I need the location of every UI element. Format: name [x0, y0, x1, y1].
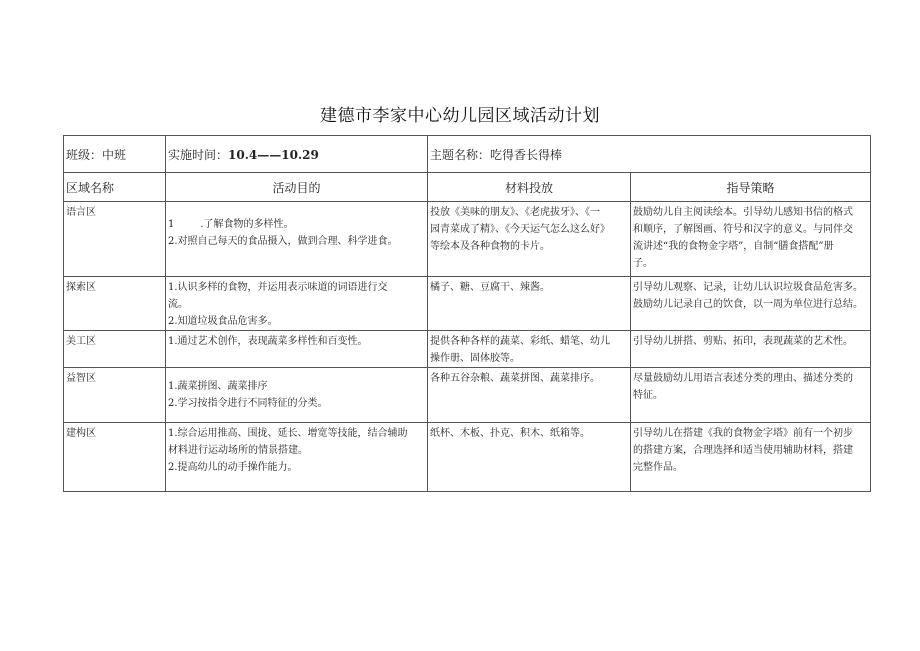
goal-line: 2.对照自己每天的食品摄入，做到合理、科学进食。 — [168, 236, 398, 247]
material-cell — [428, 277, 631, 331]
goal-line: 1 .了解食物的多样性。 — [168, 219, 294, 230]
goal-cell — [166, 368, 428, 423]
header-material: 材料投放 — [428, 173, 631, 202]
area-name: 益智区 — [64, 368, 166, 423]
goal-line: 1.认识多样的食物，并运用表示味道的词语进行交 — [168, 282, 388, 293]
header-strategy: 指导策略 — [631, 173, 871, 202]
class-label: 班级： — [66, 147, 103, 162]
page-title: 建德市李家中心幼儿园区域活动计划 — [320, 106, 600, 126]
strategy-line: 和顺序，了解图画、符号和汉字的意义。与同伴交 — [633, 224, 853, 235]
goal-cell — [166, 202, 428, 277]
strategy-cell — [631, 368, 871, 423]
goal-line: 2.提高幼儿的动手操作能力。 — [168, 462, 298, 473]
strategy-line: 流讲述“我的食物金字塔”，自制“膳食搭配”册 — [633, 241, 834, 252]
material-line: 园青菜成了精》、《今天运气怎么这么好》 — [430, 224, 610, 235]
strategy-cell — [631, 202, 871, 277]
strategy-cell — [631, 331, 871, 368]
table-row — [64, 423, 871, 492]
strategy-line: 完整作品。 — [633, 462, 683, 473]
time-label: 实施时间： — [168, 147, 229, 162]
table-row — [64, 202, 871, 277]
goal-line: 1.蔬菜拼图、蔬菜排序 — [168, 381, 268, 392]
table-row — [64, 331, 871, 368]
meta-row — [64, 136, 871, 173]
theme-value: 吃得香长得棒 — [490, 147, 563, 162]
activity-plan-table — [63, 135, 871, 492]
goal-line: 流。 — [168, 299, 188, 310]
strategy-cell — [631, 277, 871, 331]
material-cell — [428, 423, 631, 492]
table-row — [64, 277, 871, 331]
table-row — [64, 368, 871, 423]
material-line: 橘子、糖、豆腐干、辣酱。 — [430, 282, 550, 293]
area-name: 美工区 — [64, 331, 166, 368]
material-line: 纸杯、木板、扑克、积木、纸箱等。 — [430, 428, 590, 439]
material-line: 操作册、固体胶等。 — [430, 353, 520, 364]
material-cell — [428, 368, 631, 423]
strategy-line: 引导幼儿拼搭、剪贴、拓印，表现蔬菜的艺术性。 — [633, 336, 853, 347]
area-name: 语言区 — [64, 202, 166, 277]
material-line: 各种五谷杂粮、蔬菜拼图、蔬菜排序。 — [430, 373, 600, 384]
goal-line: 2.学习按指令进行不同特征的分类。 — [168, 398, 328, 409]
goal-cell — [166, 423, 428, 492]
header-row — [64, 173, 871, 202]
goal-line: 1.通过艺术创作，表现蔬菜多样性和百变性。 — [168, 336, 368, 347]
header-goal: 活动目的 — [166, 173, 428, 202]
theme-label: 主题名称： — [430, 147, 491, 162]
theme-cell — [428, 136, 871, 173]
strategy-line: 尽量鼓励幼儿用语言表述分类的理由、描述分类的 — [633, 373, 853, 384]
strategy-line: 鼓励幼儿记录自己的饮食，以一周为单位进行总结。 — [633, 299, 863, 310]
header-area: 区域名称 — [64, 173, 166, 202]
goal-line: 材料进行运动场所的情景搭建。 — [168, 445, 308, 456]
strategy-line: 的搭建方案，合理选择和适当使用辅助材料，搭建 — [633, 445, 853, 456]
material-cell — [428, 202, 631, 277]
goal-line: 1.综合运用推高、围拢、延长、增宽等技能，结合辅助 — [168, 428, 408, 439]
goal-cell — [166, 277, 428, 331]
time-value: 10.4——10.29 — [228, 147, 319, 162]
strategy-line: 特征。 — [633, 390, 663, 401]
goal-line: 2.知道垃圾食品危害多。 — [168, 316, 278, 327]
strategy-line: 鼓励幼儿自主阅读绘本。引导幼儿感知书信的格式 — [633, 207, 853, 218]
strategy-line: 引导幼儿在搭建《我的食物金字塔》前有一个初步 — [633, 428, 853, 439]
material-line: 等绘本及各种食物的卡片。 — [430, 241, 550, 252]
strategy-cell — [631, 423, 871, 492]
goal-cell — [166, 331, 428, 368]
material-line: 投放《美味的朋友》、《老虎拔牙》、《一 — [430, 207, 600, 218]
strategy-line: 子。 — [633, 258, 653, 269]
material-line: 提供各种各样的蔬菜、彩纸、蜡笔、幼儿 — [430, 336, 610, 347]
area-name: 探索区 — [64, 277, 166, 331]
area-name: 建构区 — [64, 423, 166, 492]
class-value: 中班 — [102, 147, 127, 162]
material-cell — [428, 331, 631, 368]
strategy-line: 引导幼儿观察、记录，让幼儿认识垃圾食品危害多。 — [633, 282, 863, 293]
time-cell — [166, 136, 428, 173]
class-cell — [64, 136, 166, 173]
